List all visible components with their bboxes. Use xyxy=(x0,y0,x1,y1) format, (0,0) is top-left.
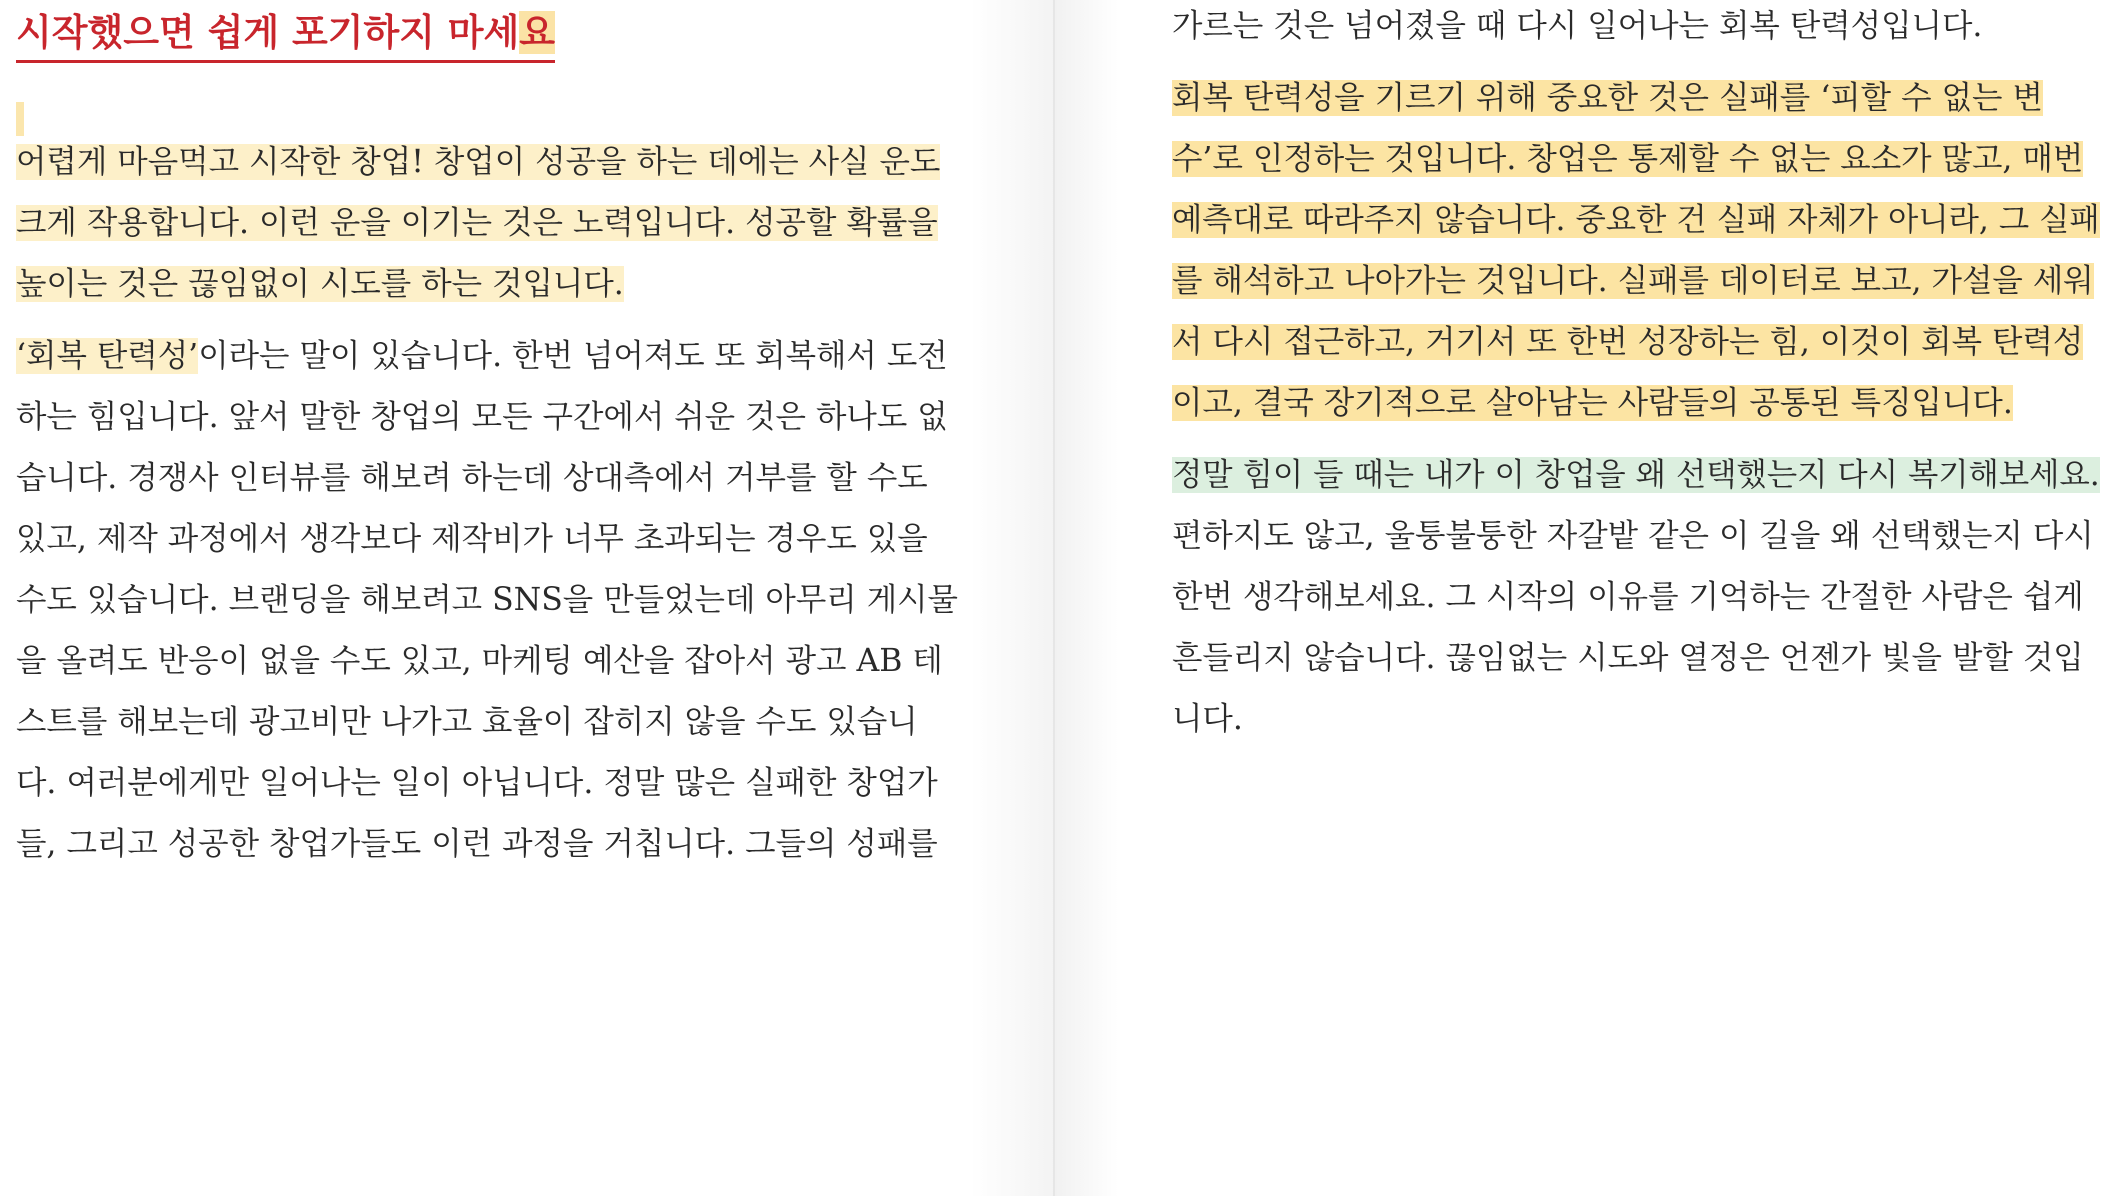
text-line: 스트를 해보는데 광고비만 나가고 효율이 잡히지 않을 수도 있습니 xyxy=(16,704,918,740)
text-line xyxy=(16,262,624,306)
highlighted-text[interactable]: 수’로 인정하는 것입니다. 창업은 통제할 수 없는 요소가 많고, 매번 xyxy=(1172,141,2084,177)
text-line: 들, 그리고 성공한 창업가들도 이런 과정을 거칩니다. 그들의 성패를 xyxy=(16,826,938,862)
highlighted-text[interactable]: 서 다시 접근하고, 거기서 또 한번 성장하는 힘, 이것이 회복 탄력성 xyxy=(1172,324,2084,360)
chapter-title xyxy=(16,6,555,63)
text-line xyxy=(16,201,938,245)
text-line: 하는 힘입니다. 앞서 말한 창업의 모든 구간에서 쉬운 것은 하나도 없 xyxy=(16,399,948,435)
text-line xyxy=(1172,259,2094,303)
text-line xyxy=(1172,320,2083,364)
highlighted-text[interactable]: 예측대로 따라주지 않습니다. 중요한 건 실패 자체가 아니라, 그 실패 xyxy=(1172,202,2100,238)
highlighted-text[interactable]: 를 해석하고 나아가는 것입니다. 실패를 데이터로 보고, 가설을 세워 xyxy=(1172,263,2094,299)
text-line: 수도 있습니다. 브랜딩을 해보려고 SNS을 만들었는데 아무리 게시물 xyxy=(16,582,958,618)
text-line xyxy=(1172,381,2013,425)
chapter-title-last-char: 요 xyxy=(519,11,556,54)
body-text: 이라는 말이 있습니다. 한번 넘어져도 또 회복해서 도전 xyxy=(198,338,948,374)
text-line: 편하지도 않고, 울퉁불퉁한 자갈밭 같은 이 길을 왜 선택했는지 다시 xyxy=(1172,518,2094,554)
highlighted-text[interactable]: 크게 작용합니다. 이런 운을 이기는 것은 노력입니다. 성공할 확률을 xyxy=(16,205,938,241)
text-line xyxy=(16,140,940,184)
text-line: 을 올려도 반응이 없을 수도 있고, 마케팅 예산을 잡아서 광고 AB 테 xyxy=(16,643,943,679)
text-line: 흔들리지 않습니다. 끊임없는 시도와 열정은 언젠가 빛을 발할 것입 xyxy=(1172,640,2084,676)
highlighted-text[interactable]: 이고, 결국 장기적으로 살아남는 사람들의 공통된 특징입니다. xyxy=(1172,385,2013,421)
text-line xyxy=(16,334,948,378)
text-line xyxy=(1172,137,2083,181)
text-line xyxy=(1172,453,2100,497)
highlight-marker[interactable] xyxy=(16,102,24,136)
highlighted-text[interactable]: 높이는 것은 끊임없이 시도를 하는 것입니다. xyxy=(16,266,624,302)
text-line: 다. 여러분에게만 일어나는 일이 아닙니다. 정말 많은 실패한 창업가 xyxy=(16,765,938,801)
text-line xyxy=(1172,76,2043,120)
text-line xyxy=(1172,198,2100,242)
text-line: 한번 생각해보세요. 그 시작의 이유를 기억하는 간절한 사람은 쉽게 xyxy=(1172,579,2084,615)
text-line: 가르는 것은 넘어졌을 때 다시 일어나는 회복 탄력성입니다. xyxy=(1172,8,1983,44)
highlighted-text[interactable]: 정말 힘이 들 때는 내가 이 창업을 왜 선택했는지 다시 복기해보세요. xyxy=(1172,457,2100,493)
right-page xyxy=(1055,0,2108,1196)
highlighted-text[interactable]: 어렵게 마음먹고 시작한 창업! 창업이 성공을 하는 데에는 사실 운도 xyxy=(16,144,941,180)
text-line: 습니다. 경쟁사 인터뷰를 해보려 하는데 상대측에서 거부를 할 수도 xyxy=(16,460,928,496)
highlighted-text[interactable]: ‘회복 탄력성’ xyxy=(16,338,199,374)
chapter-title-main: 시작했으면 쉽게 포기하지 마세 xyxy=(16,11,520,54)
highlighted-text[interactable]: 회복 탄력성을 기르기 위해 중요한 것은 실패를 ‘피할 수 없는 변 xyxy=(1172,80,2043,116)
text-line: 있고, 제작 과정에서 생각보다 제작비가 너무 초과되는 경우도 있을 xyxy=(16,521,928,557)
text-line: 니다. xyxy=(1172,701,1243,737)
